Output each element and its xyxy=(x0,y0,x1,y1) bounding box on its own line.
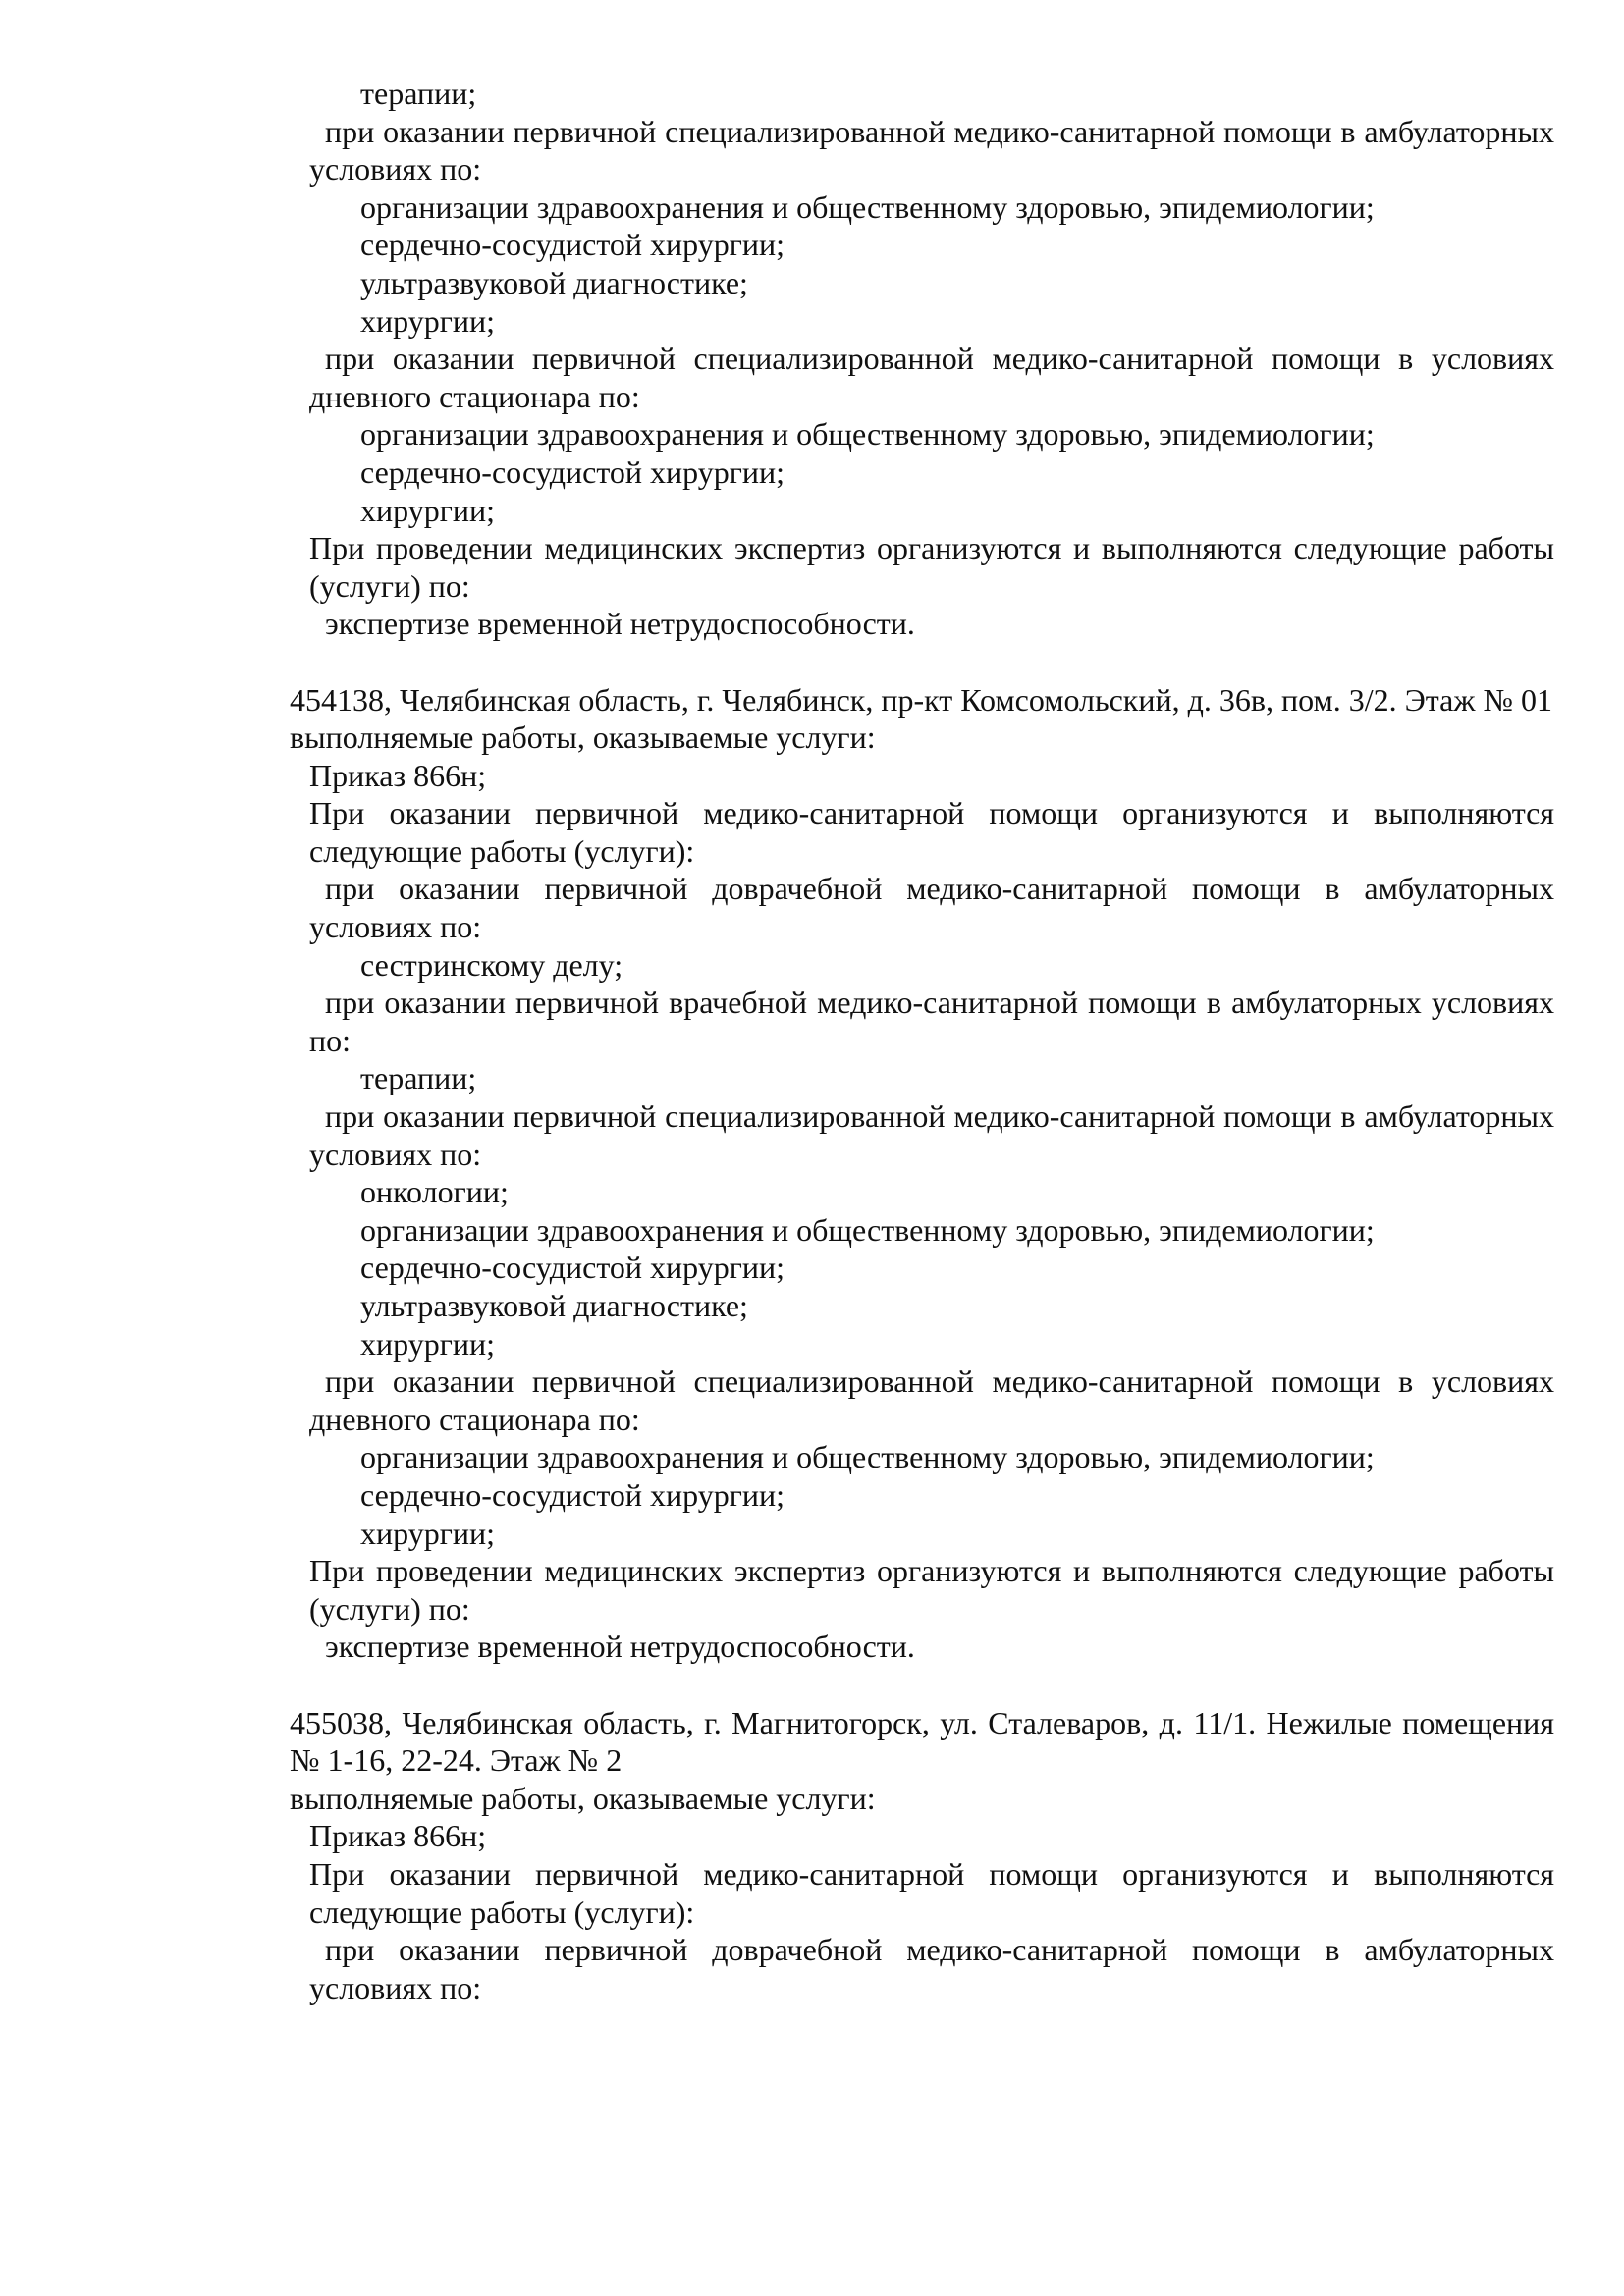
paragraph-line: При оказании первичной медико-санитарной помощи организуются и выполняются следующие работы (услуги): xyxy=(309,795,1554,869)
paragraph-line: онкологии; xyxy=(360,1174,509,1210)
paragraph-line: при оказании первичной специализированной медико-санитарной помощи в амбулаторных условиях по: xyxy=(309,1098,1554,1172)
paragraph-line: экспертизе временной нетрудоспособности. xyxy=(325,606,915,642)
document-body xyxy=(290,75,1554,2006)
paragraph-line: при оказании первичной специализированной медико-санитарной помощи в амбулаторных условиях по: xyxy=(309,113,1554,187)
paragraph-line: сестринскому делу; xyxy=(360,946,623,983)
paragraph-line: экспертизе временной нетрудоспособности. xyxy=(325,1629,915,1665)
paragraph-line: при оказании первичной специализированной медико-санитарной помощи в условиях дневного стационара по: xyxy=(309,1363,1554,1437)
paragraph-line: сердечно-сосудистой хирургии; xyxy=(360,454,785,490)
section-heading-line: выполняемые работы, оказываемые услуги: xyxy=(290,720,876,756)
document-section xyxy=(290,681,1554,1666)
paragraph-line: терапии; xyxy=(360,76,477,111)
paragraph-line: организации здравоохранения и общественному здоровью, эпидемиологии; xyxy=(360,1439,1375,1475)
paragraph-line: Приказ 866н; xyxy=(309,1818,487,1854)
paragraph-line: терапии; xyxy=(360,1060,477,1096)
document-section xyxy=(290,1704,1554,2007)
paragraph-line: хирургии; xyxy=(360,492,495,528)
paragraph-line: при оказании первичной врачебной медико-санитарной помощи в амбулаторных условиях по: xyxy=(309,985,1554,1058)
paragraph-line: при оказании первичной доврачебной медико-санитарной помощи в амбулаторных условиях по: xyxy=(309,871,1554,945)
section-heading-line: 455038, Челябинская область, г. Магнитогорск, ул. Сталеваров, д. 11/1. Нежилые помещения № 1-16, 22-24. Этаж № 2 xyxy=(290,1704,1554,1779)
paragraph-line: при оказании первичной специализированной медико-санитарной помощи в условиях дневного стационара по: xyxy=(309,341,1554,414)
section-gap xyxy=(290,1666,1554,1704)
paragraph-line: ультразвуковой диагностике; xyxy=(360,1288,748,1323)
paragraph-line: хирургии; xyxy=(360,1325,495,1362)
paragraph-line: При оказании первичной медико-санитарной помощи организуются и выполняются следующие работы (услуги): xyxy=(309,1855,1554,1930)
section-heading-line: 454138, Челябинская область, г. Челябинск, пр-кт Комсомольский, д. 36в, пом. 3/2. Этаж № 01 xyxy=(290,681,1552,718)
paragraph-line: При проведении медицинских экспертиз организуются и выполняются следующие работы (услуги) по: xyxy=(309,1553,1554,1627)
section-gap xyxy=(290,643,1554,681)
paragraph-line: ультразвуковой диагностике; xyxy=(360,264,748,300)
paragraph-line: сердечно-сосудистой хирургии; xyxy=(360,1476,785,1513)
paragraph-line: При проведении медицинских экспертиз организуются и выполняются следующие работы (услуги) по: xyxy=(309,530,1554,604)
paragraph-line: хирургии; xyxy=(360,1515,495,1551)
paragraph-line: сердечно-сосудистой хирургии; xyxy=(360,227,785,263)
document-section xyxy=(290,75,1554,643)
paragraph-line: сердечно-сосудистой хирургии; xyxy=(360,1250,785,1286)
paragraph-line: при оказании первичной доврачебной медико-санитарной помощи в амбулаторных условиях по: xyxy=(309,1932,1554,2005)
section-heading-line: выполняемые работы, оказываемые услуги: xyxy=(290,1780,876,1816)
paragraph-line: организации здравоохранения и общественному здоровью, эпидемиологии; xyxy=(360,416,1375,453)
paragraph-line: хирургии; xyxy=(360,302,495,339)
paragraph-line: Приказ 866н; xyxy=(309,757,487,793)
paragraph-line: организации здравоохранения и общественному здоровью, эпидемиологии; xyxy=(360,188,1375,225)
paragraph-line: организации здравоохранения и общественному здоровью, эпидемиологии; xyxy=(360,1211,1375,1248)
